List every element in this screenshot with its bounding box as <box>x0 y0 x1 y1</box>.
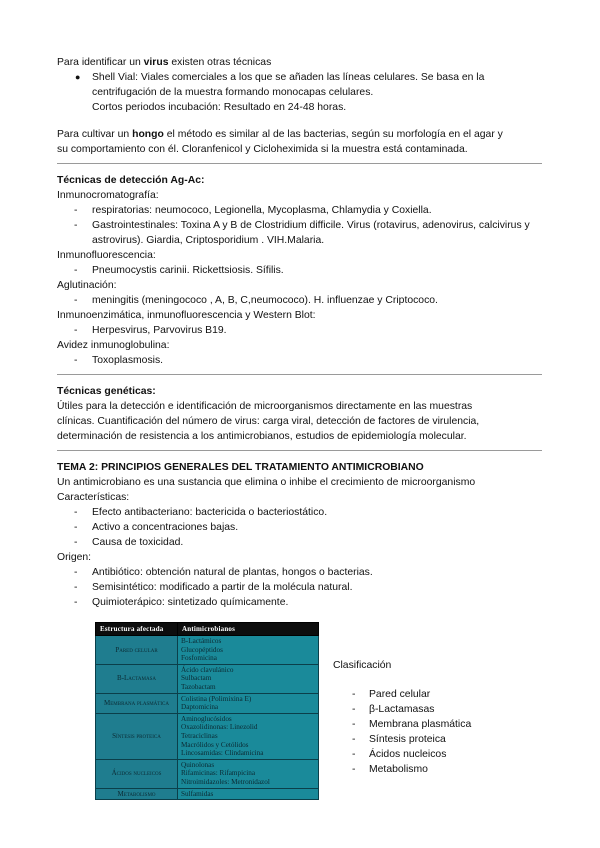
list-item-text: Causa de toxicidad. <box>92 537 184 548</box>
list-item <box>57 293 542 308</box>
antimicrobial-name: Glucopéptidos <box>181 645 223 654</box>
geneticas-line3: determinación de resistencia a los antimicrobianos, estudios de epidemiología molecular. <box>57 431 467 442</box>
list-item <box>57 520 542 535</box>
agac-groups <box>57 188 542 368</box>
list-item <box>57 323 542 338</box>
divider <box>57 450 542 451</box>
table-cell-structure: Metabolismo <box>96 788 178 800</box>
list-item-text: Ácidos nucleicos <box>369 749 447 760</box>
agac-heading: Técnicas de detección Ag-Ac: <box>57 175 205 186</box>
table-header-structure: Estructura afectada <box>96 623 178 636</box>
shell-vial-line1: Shell Vial: Viales comerciales a los que se añaden las líneas celulares. Se basa en la <box>92 72 485 83</box>
table-row <box>96 759 319 788</box>
table-row <box>96 713 319 759</box>
list-item <box>57 580 542 595</box>
technique-items <box>57 353 542 368</box>
dash-marker: - <box>352 704 356 715</box>
table-body <box>96 636 319 800</box>
technique-items <box>57 293 542 308</box>
list-item <box>57 203 542 218</box>
technique-items <box>57 203 542 248</box>
list-item-text: Gastrointestinales: Toxina A y B de Clostridium difficile. Virus (rotavirus, adenovirus, calcivirus y astrovirus). Giardia, Criptosporidium . VIH.Malaria. <box>92 220 530 246</box>
technique-label: Inmunocromatografía: <box>57 190 159 201</box>
list-item-text: Efecto antibacteriano: bactericida o bacteriostático. <box>92 507 328 518</box>
antimicrobial-name: Colistina (Polimixina E) <box>181 694 252 703</box>
hongo-text: Para cultivar un <box>57 129 133 140</box>
dash-marker: - <box>352 689 356 700</box>
hongo-text-end: el método es similar al de las bacterias, según su morfología en el agar y <box>163 129 503 140</box>
technique-label: Inmunoenzimática, inmunofluorescencia y Western Blot: <box>57 310 316 321</box>
table-row <box>96 636 319 665</box>
list-item-text: Semisintético: modificado a partir de la molécula natural. <box>92 582 353 593</box>
table-cell-antimicrobials <box>178 788 319 800</box>
geneticas-line2: clínicas. Cuantificación del número de virus: carga viral, detección de factores de virulencia, <box>57 416 480 427</box>
dash-marker: - <box>352 734 356 745</box>
document-page <box>57 55 542 610</box>
dash-marker: - <box>74 205 78 216</box>
list-item-text: Activo a concentraciones bajas. <box>92 522 239 533</box>
antimicrobial-name: Rifamicinas: Rifampicina <box>181 769 256 778</box>
antimicrobial-table <box>95 622 319 800</box>
list-item <box>57 263 542 278</box>
list-item <box>57 218 542 248</box>
dash-marker: - <box>74 295 78 306</box>
classification-list-block <box>333 658 533 777</box>
list-item-text: Pared celular <box>369 689 431 700</box>
technique-items <box>57 323 542 338</box>
virus-intro <box>57 55 542 70</box>
dash-marker: - <box>74 220 78 231</box>
list-item-text: Pneumocystis carinii. Rickettsiosis. Sífilis. <box>92 265 284 276</box>
table-cell-antimicrobials <box>178 759 319 788</box>
antimicrobial-name: Oxazolidinonas: Linezolid <box>181 723 258 732</box>
antimicrobial-name: B-Lactámicos <box>181 637 222 645</box>
dash-marker: - <box>74 567 78 578</box>
list-item <box>57 535 542 550</box>
antimicrobial-name: Ácido clavulánico <box>181 665 234 674</box>
dash-marker: - <box>74 522 78 533</box>
antimicrobial-name: Sulfamidas <box>181 789 214 798</box>
tema2-heading: TEMA 2: PRINCIPIOS GENERALES DEL TRATAMIENTO ANTIMICROBIANO <box>57 462 424 473</box>
list-item-text: meningitis (meningococo , A, B, C,neumococo). H. influenzae y Criptococo. <box>92 295 438 306</box>
caracteristicas-label: Características: <box>57 492 130 503</box>
list-item-text: Metabolismo <box>369 764 428 775</box>
classification-title: Clasificación <box>333 660 392 671</box>
antimicrobial-name: Daptomicina <box>181 703 219 712</box>
geneticas-heading: Técnicas genéticas: <box>57 386 156 397</box>
table-cell-antimicrobials <box>178 636 319 665</box>
dash-marker: - <box>74 265 78 276</box>
table-cell-structure: B-Lactamasa <box>96 664 178 693</box>
list-item <box>333 717 533 732</box>
table-cell-antimicrobials <box>178 713 319 759</box>
divider <box>57 374 542 375</box>
table-row <box>96 788 319 800</box>
shell-vial-line3: Cortos periodos incubación: Resultado en 24-48 horas. <box>92 102 347 113</box>
dash-marker: - <box>74 537 78 548</box>
dash-marker: - <box>74 507 78 518</box>
table-cell-structure: Ácidos nucleicos <box>96 759 178 788</box>
divider <box>57 163 542 164</box>
dash-marker: - <box>74 597 78 608</box>
tema2-definition: Un antimicrobiano es una sustancia que elimina o inhibe el crecimiento de microorganismo <box>57 477 476 488</box>
list-item-text: Quimioterápico: sintetizado químicamente. <box>92 597 289 608</box>
virus-intro-text: Para identificar un <box>57 57 144 68</box>
list-item-text: β-Lactamasas <box>369 704 435 715</box>
technique-label: Avidez inmunoglobulina: <box>57 340 170 351</box>
technique-label: Inmunofluorescencia: <box>57 250 156 261</box>
antimicrobial-name: Aminoglucósidos <box>181 714 232 723</box>
list-item <box>57 505 542 520</box>
antimicrobial-name: Fosfomicina <box>181 654 217 663</box>
antimicrobial-name: Lincosamidas: Clindamicina <box>181 749 264 758</box>
list-item-text: Herpesvirus, Parvovirus B19. <box>92 325 227 336</box>
antimicrobial-name: Sulbactam <box>181 674 212 683</box>
list-item <box>333 747 533 762</box>
origen-list <box>57 565 542 610</box>
list-item-text: Síntesis proteica <box>369 734 446 745</box>
caracteristicas-list <box>57 505 542 550</box>
list-item <box>57 353 542 368</box>
list-item <box>57 565 542 580</box>
shell-vial-item <box>57 70 542 115</box>
list-item-text: Toxoplasmosis. <box>92 355 164 366</box>
dash-marker: - <box>352 719 356 730</box>
table-cell-antimicrobials <box>178 693 319 713</box>
table-row <box>96 693 319 713</box>
table-cell-antimicrobials <box>178 664 319 693</box>
table-header-antimicrobials: Antimicrobianos <box>178 623 319 636</box>
table-cell-structure: Pared celular <box>96 636 178 665</box>
dash-marker: - <box>352 749 356 760</box>
list-item <box>333 762 533 777</box>
technique-items <box>57 263 542 278</box>
list-item <box>333 702 533 717</box>
table-cell-structure: Membrana plasmática <box>96 693 178 713</box>
hongo-bold: hongo <box>132 129 164 140</box>
dash-marker: - <box>74 582 78 593</box>
antimicrobial-name: Tetraciclinas <box>181 731 218 740</box>
bullet-icon: ● <box>75 72 81 82</box>
antimicrobial-name: Quinolonas <box>181 760 215 769</box>
table-row <box>96 664 319 693</box>
virus-bullets <box>57 70 542 115</box>
list-item <box>333 687 533 702</box>
list-item-text: Membrana plasmática <box>369 719 472 730</box>
classification-list <box>333 687 533 777</box>
table-header-row <box>96 623 319 636</box>
hongo-line1 <box>57 127 542 142</box>
table-cell-structure: Síntesis proteica <box>96 713 178 759</box>
virus-intro-text-end: existen otras técnicas <box>168 57 272 68</box>
dash-marker: - <box>74 355 78 366</box>
antimicrobial-name: Macrólidos y Cetólidos <box>181 740 249 749</box>
geneticas-line1: Útiles para la detección e identificación de microorganismos directamente en las muestras <box>57 401 473 412</box>
technique-label: Aglutinación: <box>57 280 117 291</box>
dash-marker: - <box>74 325 78 336</box>
dash-marker: - <box>352 764 356 775</box>
list-item-text: respiratorias: neumococo, Legionella, Mycoplasma, Chlamydia y Coxiella. <box>92 205 432 216</box>
virus-bold: virus <box>143 57 169 68</box>
list-item-text: Antibiótico: obtención natural de plantas, hongos o bacterias. <box>92 567 373 578</box>
hongo-line2: su comportamiento con él. Cloranfenicol y Cicloheximida si la muestra está contaminada. <box>57 144 468 155</box>
antimicrobial-name: Tazobactam <box>181 682 216 691</box>
shell-vial-line2: centrifugación de la muestra formando monocapas celulares. <box>92 87 374 98</box>
classification-area <box>95 622 555 807</box>
list-item <box>57 595 542 610</box>
list-item <box>333 732 533 747</box>
antimicrobial-name: Nitroimidazoles: Metronidazol <box>181 777 270 786</box>
origen-label: Origen: <box>57 552 92 563</box>
